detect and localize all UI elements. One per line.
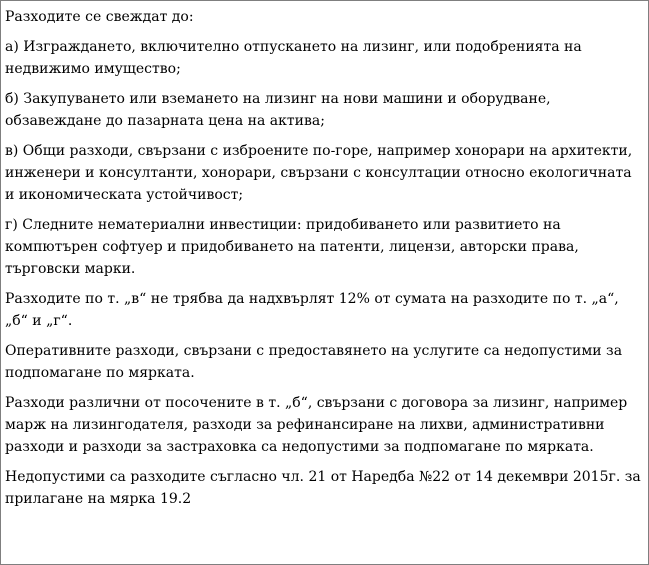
paragraph-item-v: в) Общи разходи, свързани с изброените по-горе, например хонорари на архитекти, инженери и консултанти, хонорари, свързани с консултации относно екологичната и икономическата устойчивост; — [5, 143, 633, 203]
paragraph-limit: Разходите по т. „в“ не трябва да надхвърлят 12% от сумата на разходите по т. „а“, „б“ и „г“. — [5, 291, 619, 329]
paragraph-item-g: г) Следните нематериални инвестиции: придобиването или развитието на компютърен софтуер и придобиването на патенти, лицензи, авторски права, търговски марки. — [5, 217, 579, 277]
paragraph-item-a: а) Изграждането, включително отпускането на лизинг, или подобренията на недвижимо имущество; — [5, 39, 582, 77]
paragraph-item-b: б) Закупуването или вземането на лизинг на нови машини и оборудване, обзавеждане до пазарната цена на актива; — [5, 91, 551, 129]
document-body — [1, 1, 648, 510]
paragraph-operational-costs: Оперативните разходи, свързани с предоставянето на услугите са недопустими за подпомагане по мярката. — [5, 343, 623, 381]
paragraph-intro: Разходите се свеждат до: — [5, 9, 194, 25]
paragraph-ineligible: Недопустими са разходите съгласно чл. 21 от Наредба №22 от 14 декември 2015г. за прилагане на мярка 19.2 — [5, 469, 641, 507]
paragraph-leasing-costs: Разходи различни от посочените в т. „б“, свързани с договора за лизинг, например марж на лизингодателя, разходи за рефинансиране на лихви, административни разходи и разходи за застраховка са недопустими за подпомагане по мярката. — [5, 395, 628, 455]
